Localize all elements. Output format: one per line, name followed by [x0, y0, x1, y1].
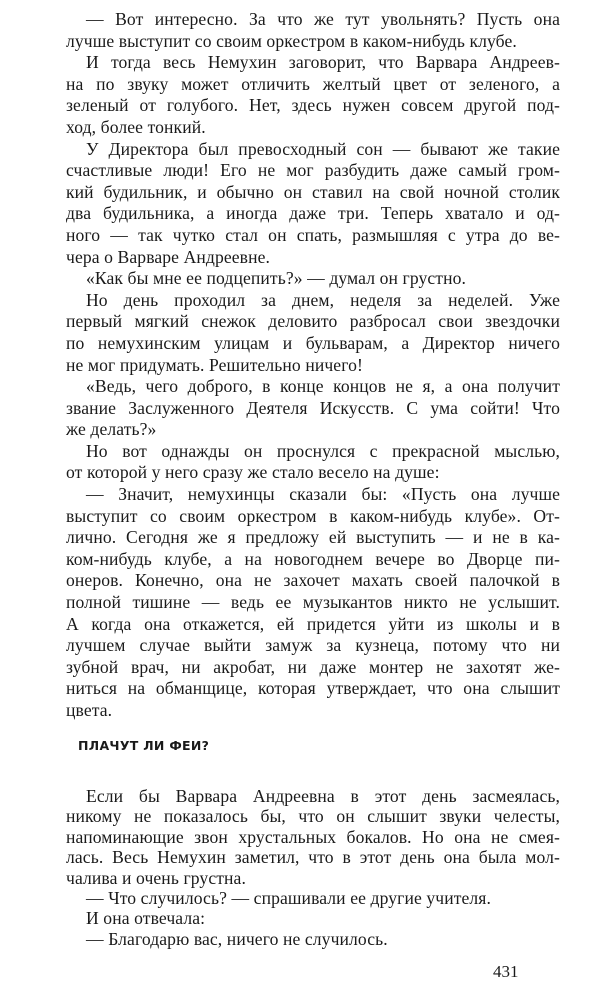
text-line: полной тишине — ведь ее музыкантов никто не услышит.	[66, 592, 560, 613]
text-line: ком-нибудь клубе, а на новогоднем вечере во Дворце пи-	[66, 548, 560, 569]
text-line: первый мягкий снежок деловито разбросал свои звездочки	[66, 311, 560, 332]
text-line: два будильника, а иногда даже три. Теперь хватало и од-	[66, 203, 560, 224]
text-line: не мог придумать. Решительно ничего!	[66, 354, 363, 375]
text-line: звание Заслуженного Деятеля Искусств. С ума сойти! Что	[66, 397, 560, 418]
text-line: — Вот интересно. За что же тут увольнять? Пусть она	[86, 9, 560, 29]
text-line: А когда она откажется, ей придется уйти из школы и в	[66, 613, 560, 634]
text-line: кий будильник, и обычно он ставил на свой ночной столик	[66, 181, 560, 202]
text-line: Если бы Варвара Андреевна в этот день засмеялась,	[86, 786, 560, 806]
text-line: «Как бы мне ее подцепить?» — думал он грустно.	[86, 268, 466, 289]
text-line: чалива и очень грустна.	[66, 867, 246, 888]
text-line: ход, более тонкий.	[66, 116, 206, 137]
text-line: лучше выступит со своим оркестром в каком-нибудь клубе.	[66, 30, 517, 51]
text-line: лучшем случае выйти замуж за кузнеца, потому что ни	[66, 635, 560, 656]
text-line: ного — так чутко стал он спать, размышляя с утра до ве-	[66, 224, 560, 245]
text-line: цвета.	[66, 700, 113, 720]
text-line: зубной врач, ни акробат, ни даже монтер не захотят же-	[66, 656, 560, 677]
text-line: И она отвечала:	[86, 908, 206, 929]
text-line: никому не показалось бы, что он слышит звуки челесты,	[66, 806, 560, 827]
text-line: Но вот однажды он проснулся с прекрасной мыслью,	[86, 440, 560, 461]
text-line: — Значит, немухинцы сказали бы: «Пусть она лучше	[86, 484, 560, 505]
text-line: — Благодарю вас, ничего не случилось.	[86, 928, 388, 949]
text-line: по немухинским улицам и бульварам, а Директор ничего	[66, 332, 560, 353]
chapter-heading: ПЛАЧУТ ЛИ ФЕИ?	[78, 738, 210, 753]
text-line: чера о Варваре Андреевне.	[66, 246, 271, 267]
text-line: же делать?»	[66, 419, 157, 440]
text-line: лично. Сегодня же я предложу ей выступить — и не в ка-	[66, 527, 560, 548]
text-line: ниться на обманщице, которая утверждает, что она слышит	[66, 678, 560, 699]
text-line: счастливые люди! Его не мог разбудить даже самый гром-	[66, 160, 560, 181]
text-line: от которой у него сразу же стало весело на душе:	[66, 462, 440, 483]
text-line: на по звуку может отличить желтый цвет от зеленого, а	[66, 73, 560, 94]
text-line: лась. Весь Немухин заметил, что в этот день она была мол-	[66, 847, 560, 868]
text-line: напоминающие звон хрустальных бокалов. Но она не смея-	[66, 826, 560, 847]
text-line: И тогда весь Немухин заговорит, что Варвара Андреев-	[86, 52, 560, 73]
text-line: Но день проходил за днем, неделя за неделей. Уже	[86, 289, 560, 310]
text-line: — Что случилось? — спрашивали ее другие учителя.	[86, 887, 491, 908]
text-section-1	[66, 9, 560, 722]
text-line: онеров. Конечно, она не захочет махать своей палочкой в	[66, 570, 560, 591]
page-number: 431	[493, 962, 519, 981]
text-line: «Ведь, чего доброго, в конце концов не я, а она получит	[86, 376, 560, 397]
text-line: зеленый от голубого. Нет, здесь нужен совсем другой под-	[66, 95, 560, 116]
text-line: У Директора был превосходный сон — бывают же такие	[86, 138, 560, 159]
text-section-2	[66, 786, 560, 949]
text-line: выступит со своим оркестром в каком-нибудь клубе». От-	[66, 505, 560, 526]
